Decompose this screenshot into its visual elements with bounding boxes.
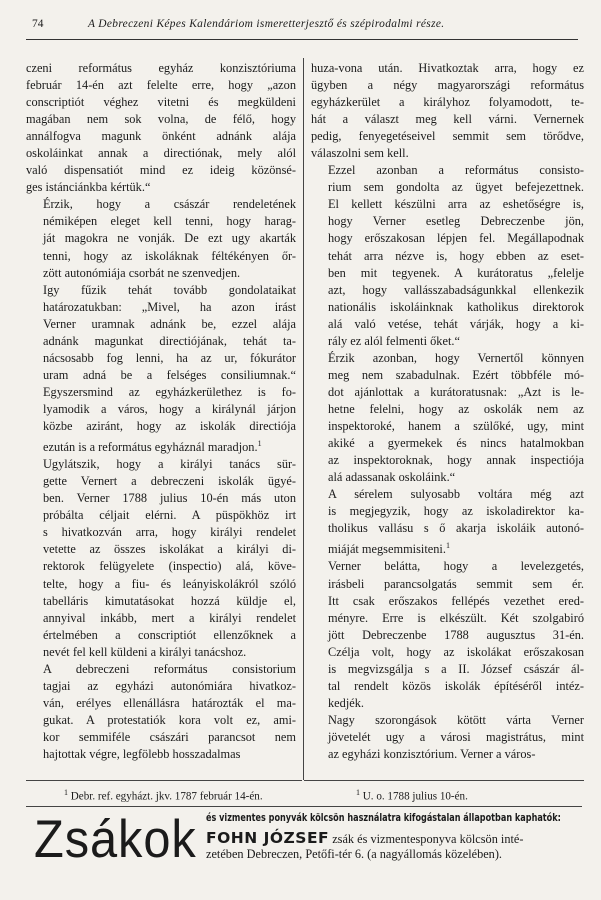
footnote-mark: 1 [445,541,450,551]
text-line: conscriptiót véghez vitetni és megküldeni [26,95,296,110]
text-line: Verner belátta, hogy a levelezgetés, [328,559,584,574]
text-line: akiké a gyermekek és nincs hatalmokban [328,436,584,451]
text-line: ját magokra ne vonják. De ezt ugy akarták [43,231,296,246]
text-line: uram adná be a felséges consiliumnak.“ [43,367,296,382]
text-line: vetette az összes iskolákat a királyi di- [43,542,296,557]
text-line: határozatukban: „Mivel, ha azon irást [43,299,296,314]
text-line: válaszolni sem kell. [311,146,409,161]
text-line: rium sem gondolta az ügyet befejezettnek. [328,180,584,195]
text-line: is megjegyzik, hogy az iskoladirektor ka- [328,504,584,519]
text-line: adnánk magunkat directiójának, tehát ta- [43,333,296,348]
text-line: kedjék. [328,695,364,710]
paragraph [311,558,584,711]
text-line: közbe aziránt, hogy az iskolák directiója [43,418,296,433]
paragraph [311,60,584,162]
text-line: El kellett készülni arra az eshetőségre is, [328,197,584,212]
text-line: hogy erőszakosan lépjen fel. Megállapodnak [328,231,584,246]
text-line: s hivatkozván arra, hogy királyi rendelet [43,525,296,540]
text-line: A sérelem sulyosabb voltára még azt [328,487,584,502]
text-line: Verner uramnak adnánk be, ezzel alája [43,316,296,331]
text-line: hetne felelni, hogy az oskolák nem az [328,401,584,416]
text-line: magában nem sok volna, de félő, hogy [26,112,296,127]
text-line: irásbeli parancsolgatás semmit sem ér. [328,576,584,591]
text-line: hajtottak végre, legfölebb hosszadalmas [43,746,241,761]
page-header [26,18,586,34]
text-line: tal rendelt közös iskolák építéséről intéz- [328,678,584,693]
text-line: alá való vetése, tehát várják, hogy a ki- [328,316,584,331]
paragraph [26,661,296,763]
text-line: hogy Verner esetleg Debreczenbe jön, [328,214,584,229]
text-line: zött autonómiája csorbát ne szenvedjen. [43,265,241,280]
paragraph [26,196,296,281]
text-line: rektorok felügyelete (inspectio) alá, köve- [43,559,296,574]
text-line: tagjai az egyházi autonómiára hivatkoz- [43,678,296,693]
text-line: Ugylátszik, hogy a királyi tanács sür- [43,457,296,472]
text-line: próbálta céljait elérni. A püspökhöz irt [43,508,296,523]
paragraph [26,60,296,196]
text-line: jövetelét ugy a városi magistrátus, mint [328,729,584,744]
advertisement [26,808,586,878]
text-line: oskoláinkat annak a directiónak, mely alól [26,146,296,161]
text-line: gette Vernert a debreczeni iskolák ügyé- [43,474,296,489]
text-line: ván, erélyes ellenállásra határozták el ma- [43,695,296,710]
text-line: kor semmiféle császári parancsot nem [43,729,296,744]
text-line: ben mit tegyenek. A kurátoratus „felelje [328,265,584,280]
advertisement-line2-text: zsák és vizmentesponyva kölcsön inté- [329,832,524,846]
right-column [311,60,584,763]
footnote-right-text: U. o. 1788 julius 10-én. [362,790,468,803]
footnote-mark: 1 [356,788,360,797]
text-line: ményre. Erre is elkészült. Két szolgabiró [328,610,584,625]
footnote-mark: 1 [257,439,262,449]
text-line: nevét fel kell küldeni a királyi tanácshoz. [43,644,247,659]
text-line: nationális iskoláinknak katholikus direktorok [328,299,584,314]
footnote-right [356,788,468,803]
text-line: ges istánciánkba kértük.“ [26,180,151,195]
text-line: némiképen eleget kell tenni, hogy harag- [43,214,296,229]
text-line: pedig, fenyegetéseivel semmit sem törődve, [311,129,584,144]
text-line: dot ajánlottak a kurátoratusnak: „Azt is le- [328,384,584,399]
text-line: telte, hogy a fiu- és leányiskolákról szóló [43,576,296,591]
text-line: Czélja volt, hogy az iskolákat erőszakosan [328,644,584,659]
text-line: azt, hogy vallásszabadságunkkal ellenkezik [328,282,584,297]
footnote-left [64,788,263,803]
text-line: való dispensatiót mind ez ideig közönsé- [26,163,296,178]
paragraph [311,486,584,558]
text-line: az inspektoroknak, hogy annak inspectiója [328,453,584,468]
paragraph [311,712,584,763]
advertiser-name: FOHN JÓZSEF [206,829,330,847]
text-line: Itt csak erőszakos fellépés vezethet ered- [328,593,584,608]
text-line: tholikus vallásu s ő akarja iskoláik autonó- [328,521,584,536]
text-line: egyházkerület a királyhoz folyamodott, te- [311,95,584,110]
text-line: jött Debreczenbe 1788 augusztus 31-én. [328,627,584,642]
text-line: annálfogva magunk önként adnánk alája [26,129,296,144]
text-line: miáját megsemmisiteni.$^1$ [328,541,450,557]
text-line: február 14-én azt felelte erre, hogy „azon [26,78,296,93]
header-rule [26,39,578,40]
text-line: nácsosabb fog lenni, ha az ur, fókurátor [43,350,296,365]
advertisement-address-line [206,829,523,847]
text-line: lyamodik a város, hogy a királynál járjon [43,401,296,416]
text-line: ügyben a négy magyarországi református [311,78,584,93]
text-line: meg nem szabadulnak. Ezért többféle mó- [328,367,584,382]
text-line: Érzik azonban, hogy Vernertől könnyen [328,350,584,365]
text-line: értelmében a conscriptiót ellenzőknek a [43,627,296,642]
text-line: ezután is a református egyháznál maradjon.$^1$ [43,439,262,455]
advertisement-rule [26,806,582,807]
advertisement-brand: Zsákok [34,810,197,869]
page-number: 74 [32,18,44,30]
footnote-rule-left [26,780,302,781]
text-line: huza-vona után. Hivatkoztak arra, hogy ez [311,61,584,75]
text-line: Érzik, hogy a császár rendeletének [43,197,296,212]
footnote-rule-right [304,780,584,781]
text-line: A debreczeni református consistorium [43,661,296,676]
text-line: tabelláris kimutatásokat hozzá küldje el, [43,593,296,608]
text-line: tehát arra nézve is, hogy ebben az eset- [328,248,584,263]
text-line: Ezzel azonban a református consisto- [328,163,584,178]
text-line: annyival inkább, mert a királyi rendelet [43,610,296,625]
text-line: ben. Verner 1788 julius 10-én más uton [43,491,296,506]
text-line: hát a választ meg kell várni. Vernernek [311,112,584,127]
column-divider [303,58,304,780]
footnote-left-text: Debr. ref. egyházt. jkv. 1787 február 14-én. [70,790,263,803]
paragraph [26,456,296,661]
text-line: tenni, hogy az iskoláknak féltékényen őr- [43,248,296,263]
left-column [26,60,296,763]
text-line: is megvizsgálja s a II. József császár ál- [328,661,584,676]
advertisement-location: zetében Debreczen, Petőfi-tér 6. (a nagyállomás közelében). [206,847,503,861]
text-line: alá adassanak oskoláink.“ [328,470,456,485]
paragraph [311,162,584,350]
paragraph [311,350,584,486]
text-line: Igy fűzik tehát tovább gondolataikat [43,282,296,297]
text-line: Nagy szorongások kötött várta Verner [328,712,584,727]
text-line: rály ez alól felmenti őket.“ [328,333,460,348]
paragraph [26,282,296,457]
text-line: az egyházi konzisztórium. Verner a város- [328,746,536,761]
advertisement-headline: és vizmentes ponyvák kölcsön használatra kifogástalan állapotban kaphatók: [206,812,561,824]
text-line: gukat. A protestatiók kora volt ez, ami- [43,712,296,727]
text-line: Egyszersmind az egyházkerülethez is fo- [43,384,296,399]
text-line: inspektoroké, hanem a szülőké, ugy, mint [328,418,584,433]
footnote-mark: 1 [64,788,68,797]
running-title: A Debreczeni Képes Kalendáriom ismeretterjesztő és szépirodalmi része. [88,18,445,30]
text-line: czeni református egyház konzisztóriuma [26,61,296,75]
